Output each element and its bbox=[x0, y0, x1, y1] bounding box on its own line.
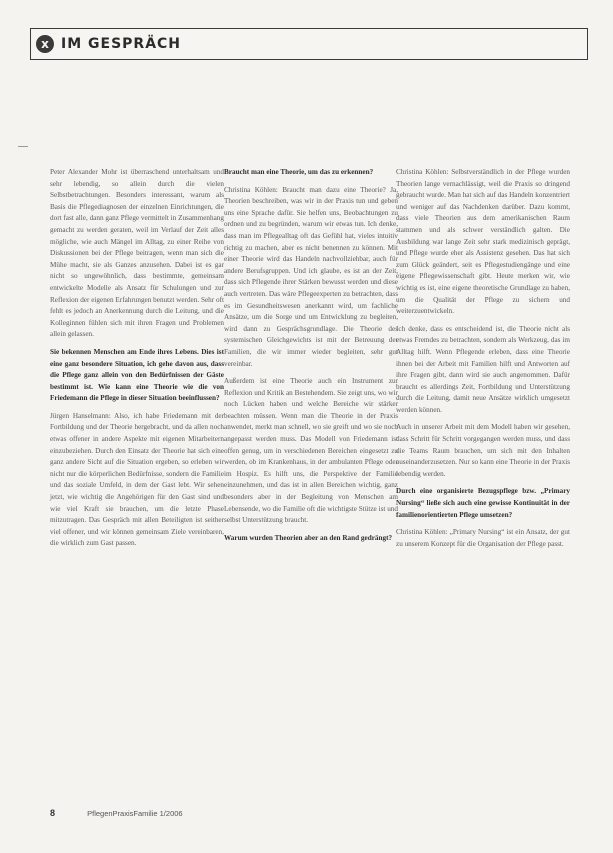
text-column-3 bbox=[396, 167, 570, 556]
section-x-icon: x bbox=[36, 35, 54, 53]
interview-question: Warum wurden Theorien aber an den Rand gedrängt? bbox=[224, 533, 393, 542]
paragraph: Peter Alexander Mohr ist überraschend unterhaltsam und sehr lebendig, so allein durch die vielen Selbstbetrachtungen. Besonders interessant, warum als Basis die Pflegediagnosen der einzelnen Einrichtungen, die dort fast alle, dann ganz Pflege vermittelt in Zusammenhang gemacht zu werden geraten, weil im Verlauf der Zeit alles mögliche, wie auch Mängel im Alltag, zu einer Reihe von Diskussionen bei der Pflege beitragen, wenn man sich die Mühe macht, sie als Ganzes anzusehen. Dabei ist es gar nicht so ungewöhnlich, dass bestimmte, gemeinsam entwickelte Modelle als Ansatz für Schulungen und zur Reflexion der eigenen Erfahrungen benutzt werden. Sehr oft fehlt es jedoch an Anerkennung durch die Leitung, und die Kolleginnen fühlen sich mit ihren Fragen und Problemen allein gelassen. bbox=[50, 168, 224, 339]
section-title: IM GESPRÄCH bbox=[61, 36, 182, 52]
interview-question: Durch eine organisierte Bezugspflege bzw. „Primary Nursing“ ließe sich auch eine gewisse Kontinuität in der familienorientierten Pflege umsetzen? bbox=[396, 487, 570, 519]
paragraph: Christina Köhlen: Braucht man dazu eine Theorie? Ja, Theorien beschreiben, was wir in der Praxis tun und geben uns eine Sprache dafür. Sie helfen uns, Beobachtungen zu ordnen und zu begründen, warum wir etwas tun. Ich denke, dass man im Pflegealltag oft das Gefühl hat, vieles intuitiv richtig zu machen, aber es nicht benennen zu können. Mit einer Theorie wird das Handeln nachvollziehbar, auch für andere Berufsgruppen. Und ich glaube, es ist an der Zeit, dass sich Pflegende ihrer Stärken bewusst werden und diese auch vertreten. Das wäre Pflegeexperten zu betrachten, dass es im Gesundheitswesen anerkannt wird, um fachliche Ansätze, um die Sorge und um Entwicklung zu begleiten, wird dann zu Gesprächsgrundlage. Die Theorie des systemischen Gleichgewichts ist mit der Betreuung der Familien, die wir immer wieder begleiten, sehr gut vereinbar. bbox=[224, 185, 398, 368]
paragraph: Christina Köhlen: „Primary Nursing“ ist ein Ansatz, der gut zu unserem Konzept für die Organisation der Pflege passt. bbox=[396, 528, 570, 548]
paragraph: Ich denke, dass es entscheidend ist, die Theorie nicht als etwas Fremdes zu betrachten, sondern als Werkzeug, das im Alltag hilft. Wenn Pflegende erleben, dass eine Theorie ihnen bei der Arbeit mit Familien hilft und Antworten auf ihre Fragen gibt, dann wird sie auch angenommen. Dafür braucht es allerdings Zeit, Fortbildung und Unterstützung durch die Leitung, damit neue Ansätze wirklich umgesetzt werden können. bbox=[396, 324, 570, 414]
page-footer bbox=[50, 808, 183, 818]
paragraph: Jürgen Hanselmann: Also, ich habe Friedemann mit der Fortbildung und der Theorie hergebracht, und da allen noch etwas offener in andere Aspekte mit eigenen Mitarbeitern einzubeziehen. Durch den Einsatz der Theorie hat sich eine ganz andere Sicht auf die Situation ergeben, so erleben wir nicht nur die körperlichen Bedürfnisse, sondern die Familie und das soziale Umfeld, in dem der Gast lebt. Wir sehen jetzt, wie wichtig die Angehörigen für den Gast sind und wie viel Kraft sie brauchen, um die letzte Phase mitzutragen. Das Gespräch mit allen Beteiligten ist seither viel offener, und wir können gemeinsam Ziele vereinbaren, die wirklich zum Gast passen. bbox=[50, 411, 224, 548]
interview-question: Braucht man eine Theorie, um das zu erkennen? bbox=[224, 168, 374, 176]
paragraph: Außerdem ist eine Theorie auch ein Instrument zur Reflexion und Kritik an Bestehendem. Sie zeigt uns, wo wir noch Lücken haben und welche Bereiche wir stärker beachten müssen. Wenn man die Theorie in der Praxis anwendet, merkt man schnell, wo sie greift und wo sie noch angepasst werden muss. Das Modell von Friedemann ist offen genug, um in verschiedenen Bereichen eingesetzt zu werden, ob im Krankenhaus, in der ambulanten Pflege oder im Hospiz. Es hilft uns, die Perspektive der Familie einzunehmen, und das ist in allen Bereichen wichtig, ganz besonders aber in der Begleitung von Menschen am Lebensende, wo die Familie oft die wichtigste Stütze ist und selbst Unterstützung braucht. bbox=[224, 377, 398, 525]
text-column-1 bbox=[50, 167, 224, 556]
page-number: 8 bbox=[50, 808, 56, 818]
text-column-2 bbox=[224, 167, 398, 550]
paragraph: Christina Köhlen: Selbstverständlich in der Pflege wurden Theorien lange vernachlässigt, weil die Praxis so dringend gebraucht wurde. Man hat sich auf das Handeln konzentriert und weniger auf das Nachdenken darüber. Dazu kommt, dass viele Theorien aus dem amerikanischen Raum stammen und als schwer verständlich galten. Die Ausbildung war lange Zeit sehr stark medizinisch geprägt, und Pflege wurde eher als Assistenz gesehen. Das hat sich zum Glück geändert, seit es Pflegestudiengänge und eine eigene Pflegewissenschaft gibt. Heute merken wir, wie wichtig es ist, eine eigene theoretische Grundlage zu haben, um die Qualität der Pflege zu sichern und weiterzuentwickeln. bbox=[396, 168, 570, 316]
interview-question: Sie bekennen Menschen am Ende ihres Lebens. Dies ist eine ganz besondere Situation, ich gehe davon aus, dass die Pflege ganz allein von den Bedürfnissen der Gäste bestimmt ist. Wie kann eine Theorie wie die von Friedemann die Pflege in dieser Situation beeinflussen? bbox=[50, 347, 224, 403]
section-header bbox=[30, 28, 588, 60]
journal-name: PflegenPraxisFamilie 1/2006 bbox=[87, 809, 183, 818]
paragraph: Auch in unserer Arbeit mit dem Modell haben wir gesehen, dass Schritt für Schritt vorgegangen werden muss, und dass die Teams Raum brauchen, um sich mit den Inhalten auseinanderzusetzen. Nur so kann eine Theorie in der Praxis lebendig werden. bbox=[396, 423, 570, 478]
fold-mark bbox=[18, 146, 28, 147]
